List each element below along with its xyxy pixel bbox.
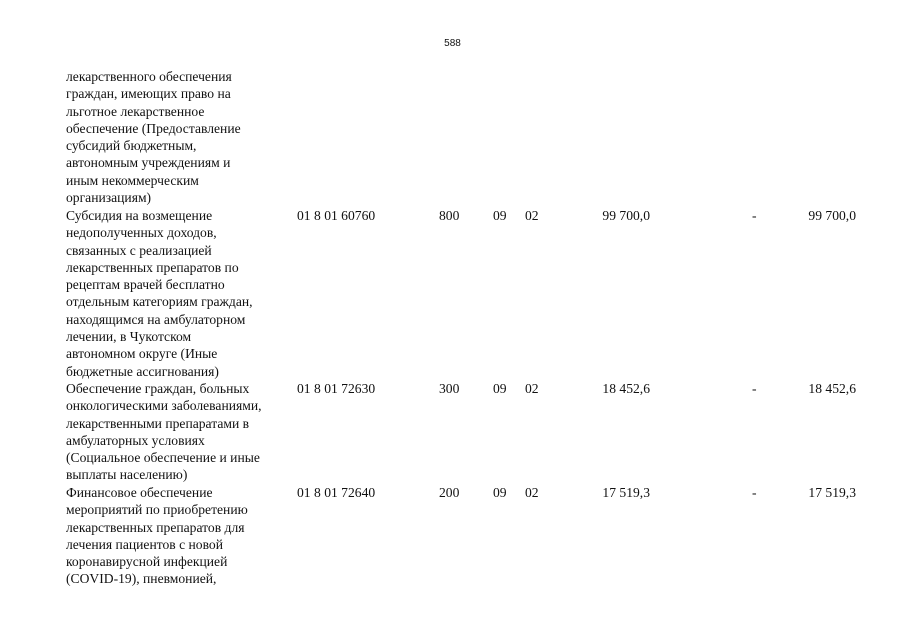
target-article-code: 01 8 01 72630	[297, 381, 376, 396]
amount-2: -	[752, 381, 757, 396]
amount-1: 99 700,0	[602, 208, 650, 223]
item-name-line: онкологическими заболеваниями,	[66, 398, 262, 414]
item-name-line: недополученных доходов,	[66, 225, 217, 241]
item-name-line: отдельным категориям граждан,	[66, 294, 253, 310]
item-name-line: лекарственных препаратов по	[66, 259, 239, 275]
item-name-line: лечении, в Чукотском	[66, 329, 192, 345]
page-number: 588	[444, 38, 461, 49]
item-name-line: льготное лекарственное	[66, 103, 205, 119]
item-name	[66, 380, 262, 484]
amount-1: 18 452,6	[602, 381, 650, 396]
item-name-line: (COVID-19), пневмонией,	[66, 571, 217, 587]
item-name-line: мероприятий по приобретению	[66, 502, 248, 518]
item-name-line: иным некоммерческим	[66, 172, 199, 188]
expense-type-code: 200	[439, 485, 460, 500]
subsection-code: 02	[525, 381, 539, 396]
expense-type-code: 800	[439, 208, 460, 223]
item-name-line: обеспечение (Предоставление	[66, 120, 241, 136]
item-name-line: связанных с реализацией	[66, 242, 212, 258]
item-name-line: (Социальное обеспечение и иные	[66, 450, 260, 466]
amount-3: 17 519,3	[808, 485, 856, 500]
section-code: 09	[493, 208, 507, 223]
item-name-line: лекарственных препаратов для	[66, 519, 245, 535]
item-name-line: граждан, имеющих право на	[66, 86, 231, 102]
item-name-line: Обеспечение граждан, больных	[66, 381, 250, 396]
item-name-line: коронавирусной инфекцией	[66, 554, 228, 570]
subsection-code: 02	[525, 208, 539, 223]
amount-2: -	[752, 208, 757, 223]
target-article-code: 01 8 01 60760	[297, 208, 376, 223]
item-name-line: автономном округе (Иные	[66, 346, 218, 362]
item-name-line: организациям)	[66, 190, 152, 206]
item-name-line: лекарственными препаратами в	[66, 415, 250, 431]
item-name	[66, 68, 241, 206]
amount-2: -	[752, 485, 757, 500]
item-name-line: субсидий бюджетным,	[66, 138, 197, 154]
item-name-line: находящимся на амбулаторном	[66, 311, 246, 327]
item-name-line: амбулаторных условиях	[66, 432, 205, 448]
amount-3: 99 700,0	[808, 208, 856, 223]
item-name	[66, 484, 248, 588]
amount-1: 17 519,3	[602, 485, 650, 500]
subsection-code: 02	[525, 485, 539, 500]
target-article-code: 01 8 01 72640	[297, 485, 376, 500]
item-name-line: лекарственного обеспечения	[66, 69, 232, 84]
item-name	[66, 207, 253, 380]
item-name-line: выплаты населению)	[66, 467, 188, 483]
item-name-line: рецептам врачей бесплатно	[66, 277, 225, 293]
item-name-line: Субсидия на возмещение	[66, 208, 213, 223]
item-name-line: автономным учреждениям и	[66, 155, 231, 171]
section-code: 09	[493, 485, 507, 500]
item-name-line: лечения пациентов с новой	[66, 536, 223, 552]
item-name-line: Финансовое обеспечение	[66, 485, 213, 500]
item-name-line: бюджетные ассигнования)	[66, 363, 219, 379]
expense-type-code: 300	[439, 381, 460, 396]
amount-3: 18 452,6	[808, 381, 856, 396]
section-code: 09	[493, 381, 507, 396]
